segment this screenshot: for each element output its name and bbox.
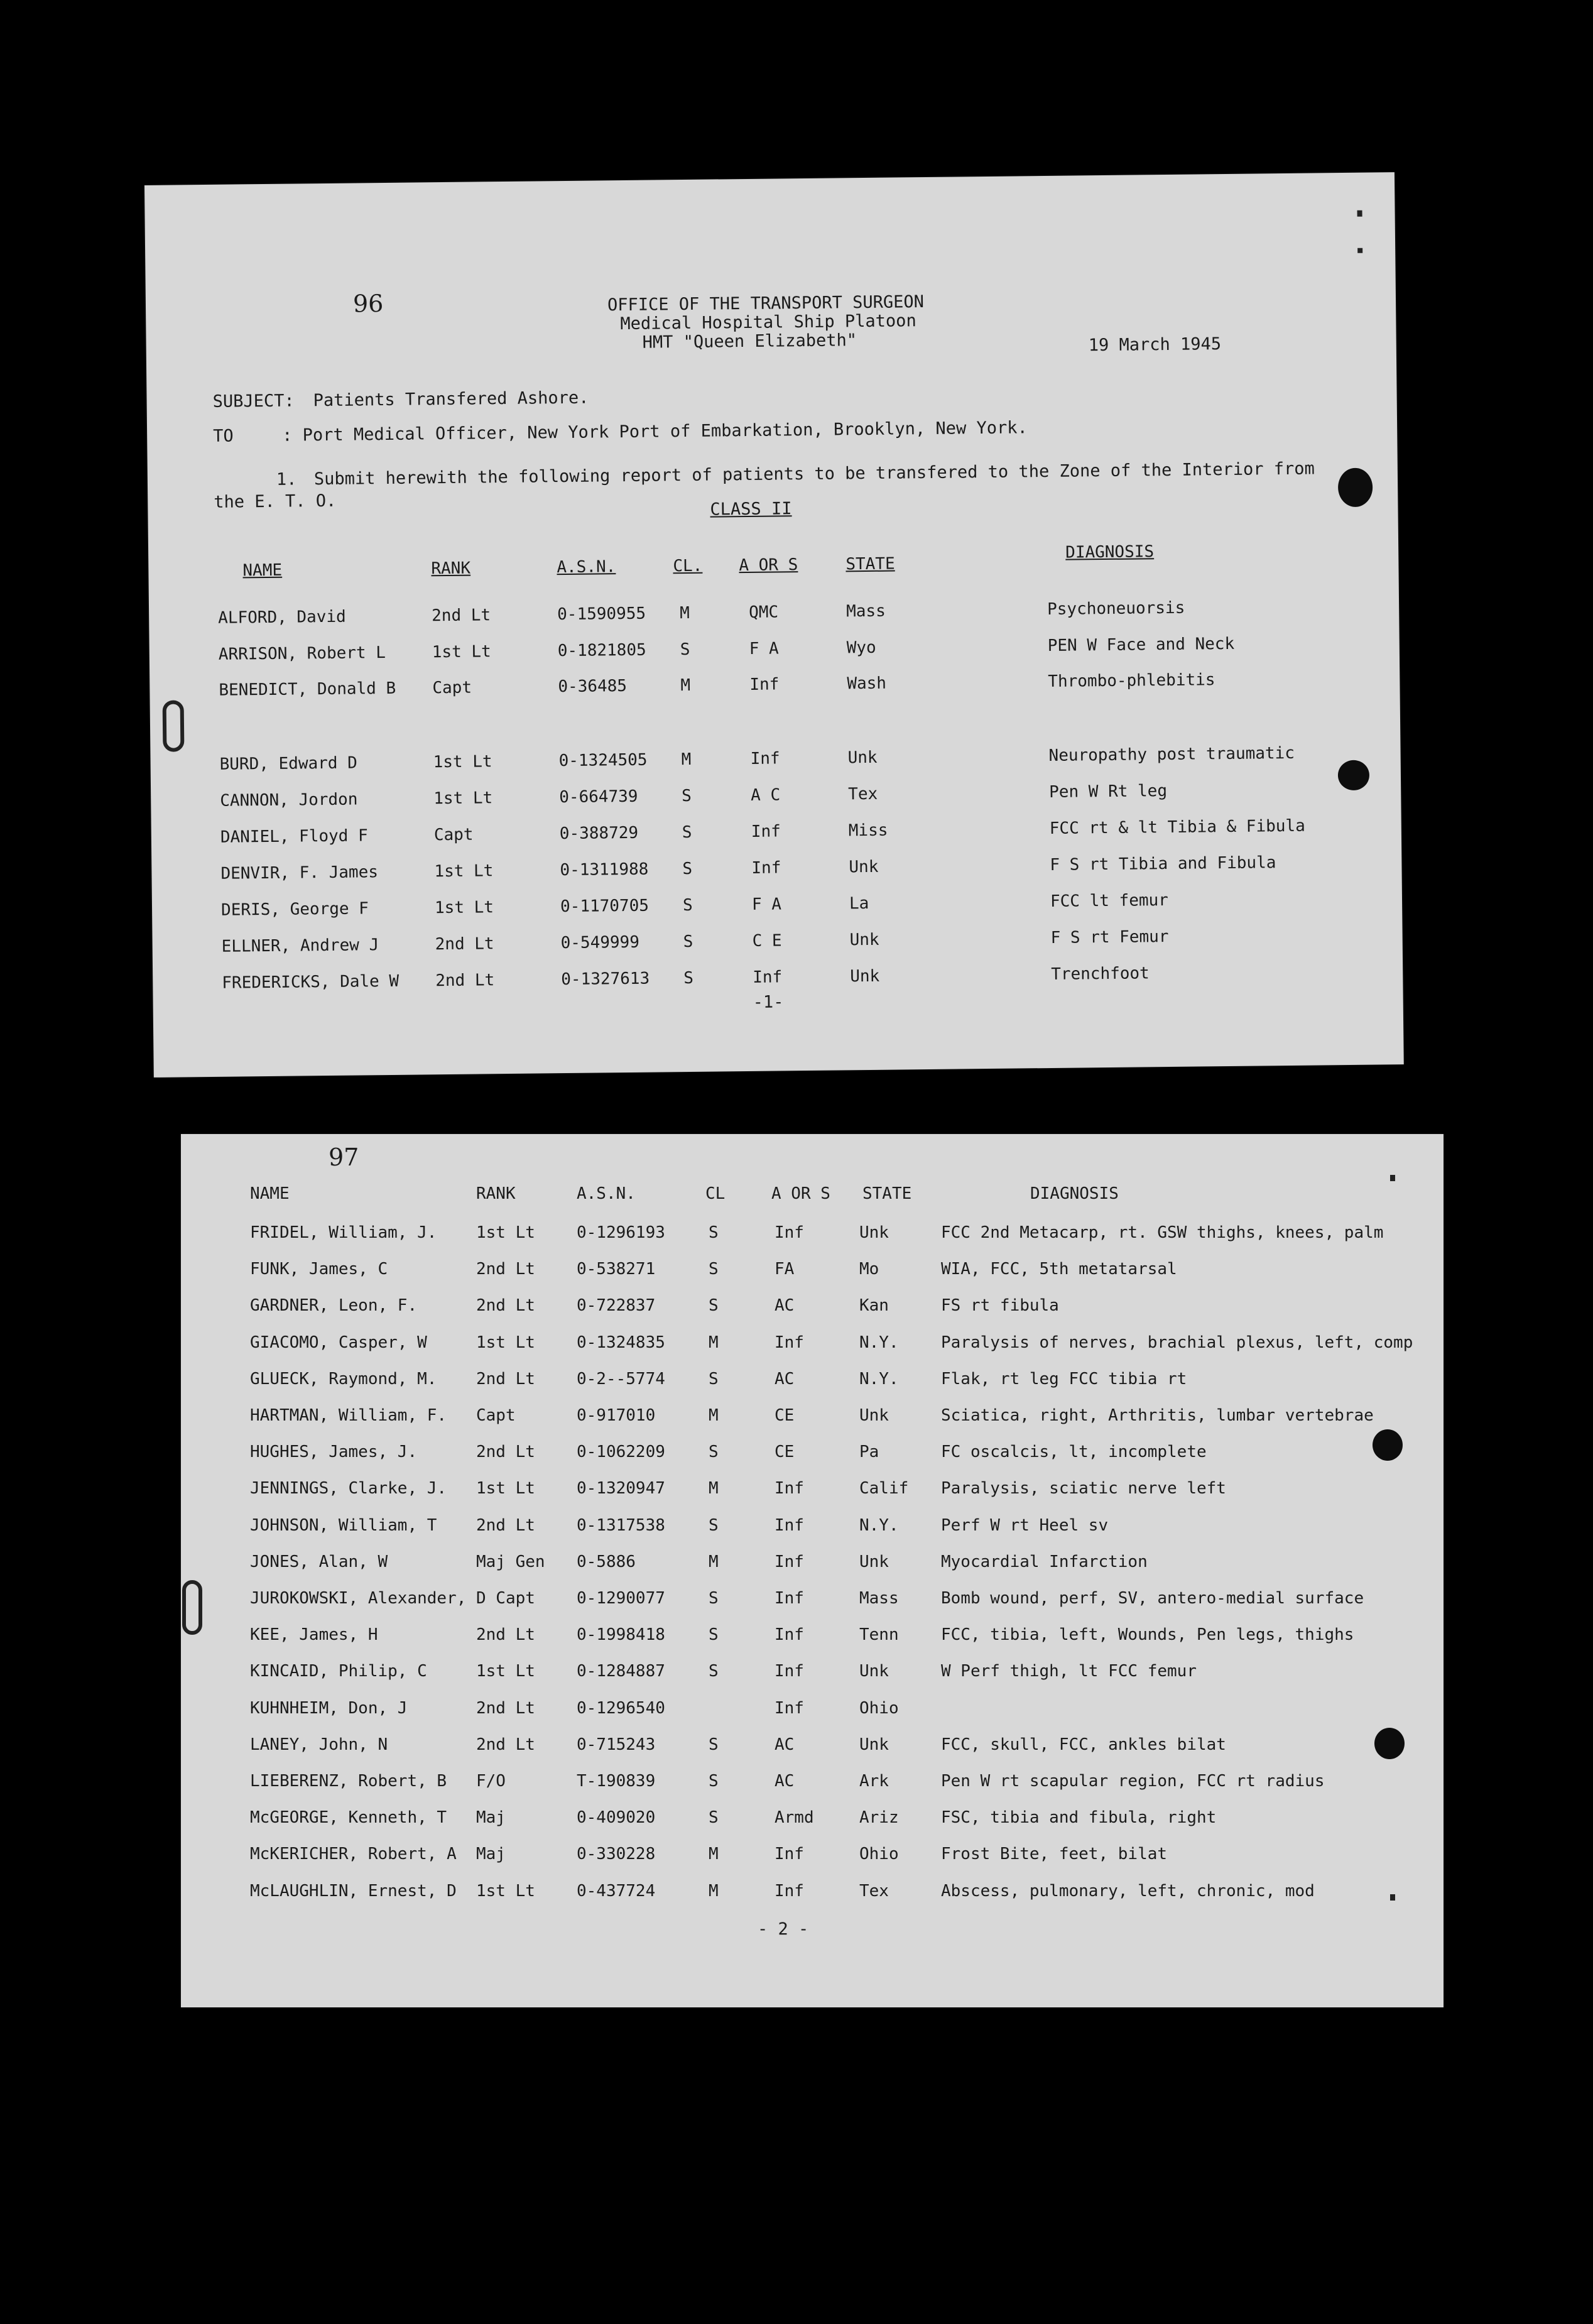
cell-state: Mass (846, 601, 886, 621)
cell-aors: A C (751, 785, 781, 805)
cell-cl: S (682, 895, 693, 915)
cell-rank: Maj (476, 1845, 506, 1864)
cell-aors: C E (752, 931, 782, 951)
cell-aors: CE (775, 1406, 795, 1425)
cell-diagnosis: FCC rt & lt Tibia & Fibula (1049, 816, 1305, 838)
cell-asn: 0-1590955 (557, 604, 646, 625)
document-page-1 (144, 172, 1404, 1077)
cell-rank: 1st Lt (434, 861, 494, 881)
cell-aors: QMC (749, 603, 779, 622)
cell-diagnosis: Paralysis, sciatic nerve left (941, 1479, 1226, 1498)
cell-diagnosis: Bomb wound, perf, SV, antero-medial surface (941, 1589, 1364, 1608)
header-rank: RANK (476, 1184, 516, 1203)
cell-state: N.Y. (859, 1369, 899, 1388)
cell-cl: M (680, 675, 691, 696)
cell-cl: M (709, 1881, 719, 1901)
cell-state: Unk (859, 1552, 889, 1571)
cell-aors: Inf (775, 1698, 804, 1718)
cell-diagnosis: F S rt Femur (1050, 927, 1169, 947)
cell-name: LANEY, John, N (250, 1735, 388, 1754)
header-rank: RANK (431, 559, 471, 579)
cell-state: Unk (859, 1735, 889, 1754)
table-header (148, 542, 1398, 587)
cell-rank: Maj (476, 1808, 506, 1828)
document-date: 19 March 1945 (1088, 334, 1222, 356)
cell-diagnosis: Frost Bite, feet, bilat (941, 1845, 1168, 1864)
cell-diagnosis: FC oscalcis, lt, incomplete (941, 1443, 1207, 1462)
cell-aors: AC (775, 1735, 795, 1754)
cell-state: Ark (859, 1772, 889, 1791)
cell-asn: 0-409020 (577, 1808, 656, 1828)
cell-aors: Inf (775, 1662, 804, 1681)
table-row (151, 743, 1401, 781)
cell-rank: 2nd Lt (476, 1369, 535, 1388)
cell-rank: 1st Lt (433, 752, 492, 772)
cell-state: Unk (859, 1223, 889, 1242)
cell-cl: S (709, 1772, 719, 1791)
class-label: CLASS II (710, 499, 792, 520)
cell-asn: 0-1320947 (577, 1479, 665, 1498)
table-row (181, 1589, 1443, 1614)
cell-name: BENEDICT, Donald B (219, 679, 396, 700)
cell-rank: 2nd Lt (432, 606, 491, 626)
cell-aors: FA (775, 1260, 795, 1279)
cell-diagnosis: FCC, tibia, left, Wounds, Pen legs, thighs (941, 1625, 1354, 1645)
cell-diagnosis: Thrombo-phlebitis (1048, 670, 1215, 691)
cell-asn: 0-5886 (577, 1552, 636, 1571)
header-a-or-s: A OR S (771, 1184, 830, 1203)
cell-name: DANIEL, Floyd F (220, 826, 368, 847)
cell-asn: 0-1324835 (577, 1333, 665, 1352)
cell-asn: 0-1327613 (561, 969, 650, 990)
cell-cl: S (709, 1515, 719, 1535)
subject-text: Patients Transfered Ashore. (313, 388, 589, 411)
to-text: : Port Medical Officer, New York Port of Embarkation, Brooklyn, New York. (282, 418, 1028, 445)
cell-state: Tex (859, 1881, 889, 1901)
table-row (150, 633, 1400, 671)
cell-name: KEE, James, H (250, 1625, 378, 1645)
cell-cl: S (709, 1662, 719, 1681)
table-row (181, 1333, 1443, 1358)
cell-name: KUHNHEIM, Don, J (250, 1698, 408, 1718)
cell-asn: 0-36485 (558, 677, 628, 697)
speck (1357, 210, 1362, 217)
cell-state: Ohio (859, 1698, 899, 1718)
cell-diagnosis: FCC lt femur (1050, 890, 1169, 911)
speck (1390, 1175, 1395, 1181)
cell-rank: 2nd Lt (476, 1625, 535, 1645)
table-row (181, 1370, 1443, 1395)
cell-rank: Capt (433, 825, 474, 845)
cell-cl: S (683, 932, 693, 952)
cell-cl: S (709, 1589, 719, 1608)
table-row (181, 1552, 1443, 1578)
cell-cl: S (709, 1808, 719, 1828)
header-diagnosis: DIAGNOSIS (1065, 542, 1155, 562)
cell-rank: Capt (476, 1406, 516, 1425)
cell-aors: Inf (775, 1881, 804, 1901)
cell-name: BURD, Edward D (219, 753, 357, 774)
cell-state: Unk (847, 748, 878, 768)
header-name: NAME (242, 560, 283, 581)
speck (1357, 248, 1362, 253)
cell-cl: S (709, 1296, 719, 1316)
cell-rank: 2nd Lt (476, 1260, 535, 1279)
cell-state: Pa (859, 1443, 879, 1462)
cell-rank: 1st Lt (476, 1223, 535, 1242)
cell-rank: 1st Lt (433, 788, 493, 809)
cell-cl: M (709, 1552, 719, 1571)
cell-cl: S (682, 822, 692, 843)
cell-aors: Inf (751, 858, 781, 878)
cell-aors: Inf (775, 1515, 804, 1535)
page-number: 96 (352, 290, 384, 318)
unit-heading: Medical Hospital Ship Platoon (620, 311, 916, 334)
cell-rank: F/O (476, 1772, 506, 1791)
cell-diagnosis: Perf W rt Heel sv (941, 1515, 1109, 1535)
cell-state: Tex (848, 784, 878, 804)
cell-state: Calif (859, 1479, 909, 1498)
table-row (181, 1699, 1443, 1724)
header-asn: A.S.N. (557, 557, 616, 577)
cell-asn: 0-437724 (577, 1881, 656, 1901)
cell-aors: Inf (775, 1333, 804, 1352)
cell-asn: 0-715243 (577, 1735, 656, 1754)
cell-rank: 2nd Lt (435, 971, 495, 991)
table-row (151, 779, 1401, 817)
cell-name: FREDERICKS, Dale W (222, 971, 400, 993)
table-row (181, 1772, 1443, 1797)
cell-cl: S (709, 1625, 719, 1645)
cell-rank: 2nd Lt (435, 934, 494, 954)
cell-name: McLAUGHLIN, Ernest, D (250, 1881, 457, 1901)
cell-asn: 0-330228 (577, 1845, 656, 1864)
cell-state: Miss (848, 821, 888, 841)
cell-cl: M (709, 1845, 719, 1864)
cell-name: McGEORGE, Kenneth, T (250, 1808, 447, 1828)
cell-aors: F A (751, 895, 782, 914)
cell-state: Unk (849, 857, 879, 877)
document-page-2 (181, 1134, 1443, 2007)
table-row (181, 1296, 1443, 1321)
cell-name: JOHNSON, William, T (250, 1515, 437, 1535)
cell-name: HARTMAN, William, F. (250, 1406, 447, 1425)
paragraph-line-2: the E. T. O. (214, 491, 337, 512)
cell-asn: 0-1296193 (577, 1223, 665, 1242)
cell-rank: 1st Lt (476, 1479, 535, 1498)
cell-name: GLUECK, Raymond, M. (250, 1369, 437, 1388)
cell-asn: 0-1296540 (577, 1698, 665, 1718)
paper-clip-mark (163, 700, 185, 751)
cell-state: Mass (859, 1589, 899, 1608)
cell-asn: 0-664739 (559, 787, 638, 807)
cell-diagnosis: Flak, rt leg FCC tibia rt (941, 1369, 1187, 1388)
cell-asn: 0-1311988 (560, 859, 649, 880)
cell-aors: Inf (749, 675, 780, 694)
header-name: NAME (250, 1184, 290, 1203)
ink-blot (1338, 468, 1373, 508)
cell-cl: S (682, 786, 692, 806)
cell-asn: 0-1317538 (577, 1515, 665, 1535)
cell-cl: S (709, 1260, 719, 1279)
cell-diagnosis: Abscess, pulmonary, left, chronic, mod (941, 1881, 1315, 1901)
cell-diagnosis: FSC, tibia and fibula, right (941, 1808, 1217, 1828)
header-state: STATE (845, 554, 895, 574)
cell-cl: S (709, 1223, 719, 1242)
cell-aors: Inf (775, 1479, 804, 1498)
ink-blot (1374, 1728, 1405, 1759)
cell-state: Ohio (859, 1845, 899, 1864)
cell-rank: 2nd Lt (476, 1443, 535, 1462)
subject-label: SUBJECT: (212, 391, 295, 412)
cell-name: FRIDEL, William, J. (250, 1223, 437, 1242)
cell-aors: AC (775, 1772, 795, 1791)
header-cl: CL. (673, 556, 703, 576)
cell-state: Mo (859, 1260, 879, 1279)
cell-rank: 2nd Lt (476, 1735, 535, 1754)
header-asn: A.S.N. (577, 1184, 636, 1203)
cell-diagnosis: FCC, skull, FCC, ankles bilat (941, 1735, 1226, 1754)
cell-diagnosis: FS rt fibula (941, 1296, 1059, 1316)
cell-rank: 2nd Lt (476, 1296, 535, 1316)
cell-rank: Maj Gen (476, 1552, 545, 1571)
cell-state: Tenn (859, 1625, 899, 1645)
cell-cl: S (682, 859, 693, 879)
to-label: TO (213, 426, 234, 446)
cell-asn: 0-1284887 (577, 1662, 665, 1681)
cell-diagnosis: PEN W Face and Neck (1047, 634, 1235, 655)
cell-asn: 0-2--5774 (577, 1369, 665, 1388)
page-number: 97 (329, 1143, 359, 1171)
cell-cl: M (681, 750, 692, 770)
office-heading: OFFICE OF THE TRANSPORT SURGEON (607, 292, 925, 315)
cell-state: Unk (850, 966, 880, 986)
cell-asn: 0-1821805 (557, 640, 646, 661)
cell-diagnosis: FCC 2nd Metacarp, rt. GSW thighs, knees, palm (941, 1223, 1384, 1242)
cell-asn: 0-388729 (559, 823, 639, 844)
cell-diagnosis: W Perf thigh, lt FCC femur (941, 1662, 1197, 1681)
cell-rank: 1st Lt (476, 1881, 535, 1901)
cell-state: Unk (859, 1406, 889, 1425)
table-row (150, 668, 1400, 707)
cell-asn: 0-1170705 (560, 896, 650, 917)
cell-cl: S (709, 1443, 719, 1462)
cell-rank: 1st Lt (476, 1333, 535, 1352)
cell-name: KINCAID, Philip, C (250, 1662, 427, 1681)
header-a-or-s: A OR S (739, 555, 798, 576)
cell-name: DENVIR, F. James (220, 863, 379, 883)
table-row (181, 1882, 1443, 1907)
cell-cl: M (709, 1479, 719, 1498)
table-row (151, 816, 1401, 854)
header-cl: CL (705, 1184, 726, 1203)
table-row (181, 1625, 1443, 1650)
table-row (151, 852, 1401, 890)
cell-asn: 0-917010 (577, 1406, 656, 1425)
cell-diagnosis: Pen W Rt leg (1049, 782, 1168, 802)
table-header (181, 1184, 1443, 1209)
cell-name: FUNK, James, C (250, 1260, 388, 1279)
table-row (181, 1845, 1443, 1870)
table-row (181, 1443, 1443, 1468)
cell-rank: 2nd Lt (476, 1698, 535, 1718)
cell-state: N.Y. (859, 1515, 899, 1535)
cell-name: HUGHES, James, J. (250, 1443, 418, 1462)
ink-blot (1338, 760, 1370, 791)
cell-aors: Inf (775, 1845, 804, 1864)
cell-aors: Inf (753, 968, 783, 987)
cell-cl: M (709, 1406, 719, 1425)
cell-name: McKERICHER, Robert, A (250, 1845, 457, 1864)
cell-diagnosis: Sciatica, right, Arthritis, lumbar vertebrae (941, 1406, 1374, 1425)
cell-state: N.Y. (859, 1333, 899, 1352)
cell-cl: S (683, 968, 694, 988)
cell-name: LIEBERENZ, Robert, B (250, 1772, 447, 1791)
cell-aors: Inf (775, 1589, 804, 1608)
cell-cl: M (709, 1333, 719, 1352)
table-row (181, 1516, 1443, 1541)
ink-blot (1373, 1429, 1403, 1461)
cell-name: GIACOMO, Casper, W (250, 1333, 427, 1352)
table-row (181, 1406, 1443, 1431)
cell-aors: AC (775, 1296, 795, 1316)
cell-asn: 0-1062209 (577, 1443, 665, 1462)
cell-aors: Inf (775, 1552, 804, 1571)
cell-aors: Inf (775, 1625, 804, 1645)
cell-aors: Inf (775, 1223, 804, 1242)
cell-rank: Capt (432, 678, 472, 698)
cell-rank: D Capt (476, 1589, 535, 1608)
cell-diagnosis: WIA, FCC, 5th metatarsal (941, 1260, 1177, 1279)
cell-rank: 1st Lt (434, 898, 494, 918)
cell-state: La (849, 893, 869, 914)
cell-diagnosis: Myocardial Infarction (941, 1552, 1148, 1571)
table-row (181, 1662, 1443, 1687)
cell-diagnosis: Neuropathy post traumatic (1048, 743, 1295, 765)
cell-aors: Inf (750, 749, 780, 768)
cell-name: ALFORD, David (218, 607, 346, 628)
cell-aors: Armd (775, 1808, 814, 1828)
cell-state: Unk (849, 930, 879, 950)
table-row (152, 888, 1402, 927)
cell-state: Kan (859, 1296, 889, 1316)
table-row (181, 1479, 1443, 1504)
cell-aors: Inf (751, 822, 781, 841)
cell-asn: 0-722837 (577, 1296, 656, 1316)
cell-state: Ariz (859, 1808, 899, 1828)
cell-diagnosis: Paralysis of nerves, brachial plexus, left, comp (941, 1333, 1413, 1352)
table-row (153, 925, 1403, 963)
cell-asn: 0-538271 (577, 1260, 656, 1279)
cell-aors: AC (775, 1369, 795, 1388)
table-row (181, 1260, 1443, 1285)
page-footer: - 2 - (758, 1919, 809, 1939)
cell-cl: M (680, 603, 690, 623)
cell-diagnosis: Trenchfoot (1051, 964, 1150, 984)
table-row (149, 596, 1399, 635)
speck (1390, 1894, 1395, 1901)
cell-name: JUROKOWSKI, Alexander, (250, 1589, 467, 1608)
cell-name: CANNON, Jordon (220, 790, 358, 810)
paragraph-line-1: Submit herewith the following report of patients to be transfered to the Zone of the Interior from (313, 459, 1315, 489)
cell-name: JENNINGS, Clarke, J. (250, 1479, 447, 1498)
cell-aors: CE (775, 1443, 795, 1462)
cell-asn: 0-1324505 (558, 750, 648, 771)
cell-asn: 0-1290077 (577, 1589, 665, 1608)
cell-state: Wyo (846, 638, 876, 658)
cell-rank: 2nd Lt (476, 1515, 535, 1535)
header-diagnosis: DIAGNOSIS (1030, 1184, 1119, 1203)
table-row (181, 1223, 1443, 1248)
cell-name: ELLNER, Andrew J (221, 936, 379, 956)
page-footer: -1- (753, 992, 784, 1012)
cell-rank: 1st Lt (476, 1662, 535, 1681)
cell-asn: 0-1998418 (577, 1625, 665, 1645)
cell-name: DERIS, George F (220, 899, 369, 920)
cell-cl: S (709, 1369, 719, 1388)
cell-state: Wash (847, 674, 887, 694)
cell-diagnosis: Pen W rt scapular region, FCC rt radius (941, 1772, 1325, 1791)
cell-cl: S (680, 640, 690, 660)
cell-rank: 1st Lt (432, 642, 491, 662)
header-state: STATE (862, 1184, 912, 1203)
table-row (181, 1735, 1443, 1760)
cell-name: JONES, Alan, W (250, 1552, 388, 1571)
cell-name: GARDNER, Leon, F. (250, 1296, 418, 1316)
paragraph-number: 1. (276, 469, 297, 489)
cell-aors: F A (749, 639, 779, 658)
table-row (181, 1808, 1443, 1833)
cell-state: Unk (859, 1662, 889, 1681)
cell-diagnosis: F S rt Tibia and Fibula (1050, 853, 1276, 875)
cell-cl: S (709, 1735, 719, 1754)
cell-asn: 0-549999 (560, 932, 640, 953)
ship-heading: HMT "Queen Elizabeth" (642, 330, 857, 352)
cell-asn: T-190839 (577, 1772, 656, 1791)
cell-name: ARRISON, Robert L (218, 643, 386, 664)
cell-diagnosis: Psychoneuorsis (1047, 598, 1185, 619)
paper-clip-mark (182, 1580, 202, 1635)
